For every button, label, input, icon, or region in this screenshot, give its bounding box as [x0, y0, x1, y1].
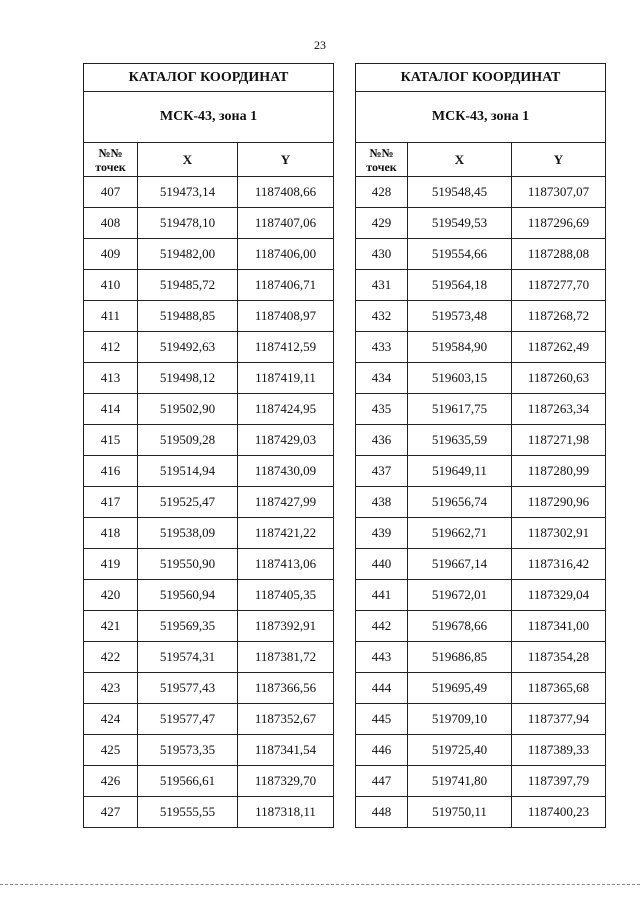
table-row: [84, 363, 334, 394]
table-row: [84, 766, 334, 797]
cell-y-coordinate: 1187406,71: [238, 270, 334, 301]
table-row: [356, 549, 606, 580]
cell-point-number: 434: [356, 363, 408, 394]
cell-y-coordinate: 1187341,54: [238, 735, 334, 766]
cell-point-number: 441: [356, 580, 408, 611]
cell-point-number: 408: [84, 208, 138, 239]
cell-x-coordinate: 519584,90: [408, 332, 512, 363]
cell-point-number: 447: [356, 766, 408, 797]
cell-x-coordinate: 519514,94: [138, 456, 238, 487]
cell-point-number: 410: [84, 270, 138, 301]
cell-point-number: 442: [356, 611, 408, 642]
cell-point-number: 423: [84, 673, 138, 704]
cell-y-coordinate: 1187277,70: [512, 270, 606, 301]
col-header-points: точек: [366, 159, 397, 174]
cell-point-number: 421: [84, 611, 138, 642]
cell-point-number: 445: [356, 704, 408, 735]
cell-point-number: 414: [84, 394, 138, 425]
cell-point-number: 446: [356, 735, 408, 766]
col-header-x: X: [408, 143, 512, 177]
cell-point-number: 418: [84, 518, 138, 549]
catalog-title: КАТАЛОГ КООРДИНАТ: [84, 64, 334, 92]
cell-y-coordinate: 1187260,63: [512, 363, 606, 394]
cell-x-coordinate: 519498,12: [138, 363, 238, 394]
coordinate-catalog-right: [355, 63, 606, 828]
table-row: [84, 704, 334, 735]
cell-x-coordinate: 519573,48: [408, 301, 512, 332]
table-row: [356, 580, 606, 611]
cell-y-coordinate: 1187377,94: [512, 704, 606, 735]
cell-y-coordinate: 1187430,09: [238, 456, 334, 487]
table-row: [84, 580, 334, 611]
table-row: [84, 611, 334, 642]
cell-point-number: 425: [84, 735, 138, 766]
cell-y-coordinate: 1187408,97: [238, 301, 334, 332]
page-number: 23: [314, 38, 326, 52]
cell-y-coordinate: 1187271,98: [512, 425, 606, 456]
cell-x-coordinate: 519667,14: [408, 549, 512, 580]
cell-point-number: 433: [356, 332, 408, 363]
cell-y-coordinate: 1187262,49: [512, 332, 606, 363]
cell-y-coordinate: 1187424,95: [238, 394, 334, 425]
cell-x-coordinate: 519662,71: [408, 518, 512, 549]
cell-x-coordinate: 519473,14: [138, 177, 238, 208]
cell-x-coordinate: 519709,10: [408, 704, 512, 735]
col-header-y: Y: [512, 143, 606, 177]
table-row: [84, 177, 334, 208]
table-row: [84, 425, 334, 456]
cell-y-coordinate: 1187406,00: [238, 239, 334, 270]
cell-x-coordinate: 519656,74: [408, 487, 512, 518]
cell-point-number: 439: [356, 518, 408, 549]
cell-y-coordinate: 1187329,70: [238, 766, 334, 797]
table-row: [356, 239, 606, 270]
cell-point-number: 438: [356, 487, 408, 518]
table-row: [356, 704, 606, 735]
col-header-points: точек: [95, 159, 126, 174]
table-row: [356, 394, 606, 425]
cell-y-coordinate: 1187366,56: [238, 673, 334, 704]
cell-point-number: 409: [84, 239, 138, 270]
cell-y-coordinate: 1187412,59: [238, 332, 334, 363]
cell-point-number: 416: [84, 456, 138, 487]
cell-x-coordinate: 519478,10: [138, 208, 238, 239]
cell-point-number: 422: [84, 642, 138, 673]
cell-point-number: 417: [84, 487, 138, 518]
cell-point-number: 412: [84, 332, 138, 363]
cell-x-coordinate: 519538,09: [138, 518, 238, 549]
cell-y-coordinate: 1187400,23: [512, 797, 606, 828]
cell-y-coordinate: 1187296,69: [512, 208, 606, 239]
coordinate-catalog-left: [83, 63, 334, 828]
table-row: [356, 456, 606, 487]
cell-y-coordinate: 1187405,35: [238, 580, 334, 611]
cell-y-coordinate: 1187290,96: [512, 487, 606, 518]
cell-x-coordinate: 519635,59: [408, 425, 512, 456]
cell-point-number: 426: [84, 766, 138, 797]
cell-x-coordinate: 519603,15: [408, 363, 512, 394]
table-row: [84, 642, 334, 673]
cell-point-number: 424: [84, 704, 138, 735]
cell-y-coordinate: 1187352,67: [238, 704, 334, 735]
cell-y-coordinate: 1187365,68: [512, 673, 606, 704]
cell-x-coordinate: 519573,35: [138, 735, 238, 766]
cell-point-number: 437: [356, 456, 408, 487]
cell-point-number: 420: [84, 580, 138, 611]
cell-x-coordinate: 519686,85: [408, 642, 512, 673]
cell-x-coordinate: 519560,94: [138, 580, 238, 611]
cell-y-coordinate: 1187263,34: [512, 394, 606, 425]
table-row: [356, 673, 606, 704]
table-row: [356, 642, 606, 673]
table-row: [356, 735, 606, 766]
cell-point-number: 419: [84, 549, 138, 580]
col-header-point-number: [84, 143, 138, 177]
cell-point-number: 429: [356, 208, 408, 239]
cell-x-coordinate: 519492,63: [138, 332, 238, 363]
col-header-num-sign: №№: [98, 145, 123, 160]
coordinate-system: МСК-43, зона 1: [84, 92, 334, 143]
cell-x-coordinate: 519555,55: [138, 797, 238, 828]
cell-y-coordinate: 1187354,28: [512, 642, 606, 673]
cell-point-number: 411: [84, 301, 138, 332]
cell-y-coordinate: 1187307,07: [512, 177, 606, 208]
cell-x-coordinate: 519488,85: [138, 301, 238, 332]
cell-y-coordinate: 1187280,99: [512, 456, 606, 487]
cell-x-coordinate: 519502,90: [138, 394, 238, 425]
cell-point-number: 432: [356, 301, 408, 332]
cell-point-number: 415: [84, 425, 138, 456]
cell-point-number: 427: [84, 797, 138, 828]
cell-x-coordinate: 519509,28: [138, 425, 238, 456]
table-row: [84, 394, 334, 425]
cell-y-coordinate: 1187421,22: [238, 518, 334, 549]
table-row: [356, 518, 606, 549]
cell-y-coordinate: 1187341,00: [512, 611, 606, 642]
table-row: [84, 456, 334, 487]
cell-point-number: 407: [84, 177, 138, 208]
catalog-title: КАТАЛОГ КООРДИНАТ: [356, 64, 606, 92]
table-row: [84, 301, 334, 332]
col-header-num-sign: №№: [369, 145, 394, 160]
col-header-y: Y: [238, 143, 334, 177]
cell-point-number: 435: [356, 394, 408, 425]
cell-y-coordinate: 1187389,33: [512, 735, 606, 766]
cell-y-coordinate: 1187288,08: [512, 239, 606, 270]
cell-y-coordinate: 1187413,06: [238, 549, 334, 580]
table-row: [356, 208, 606, 239]
cell-x-coordinate: 519577,43: [138, 673, 238, 704]
cell-y-coordinate: 1187429,03: [238, 425, 334, 456]
table-row: [356, 177, 606, 208]
cell-point-number: 448: [356, 797, 408, 828]
cell-y-coordinate: 1187427,99: [238, 487, 334, 518]
table-row: [356, 487, 606, 518]
col-header-x: X: [138, 143, 238, 177]
cell-y-coordinate: 1187318,11: [238, 797, 334, 828]
cell-y-coordinate: 1187268,72: [512, 301, 606, 332]
cell-x-coordinate: 519574,31: [138, 642, 238, 673]
table-row: [84, 797, 334, 828]
table-row: [84, 518, 334, 549]
cell-point-number: 443: [356, 642, 408, 673]
cell-x-coordinate: 519482,00: [138, 239, 238, 270]
cell-point-number: 440: [356, 549, 408, 580]
table-row: [356, 766, 606, 797]
cell-point-number: 436: [356, 425, 408, 456]
table-row: [84, 673, 334, 704]
cell-x-coordinate: 519577,47: [138, 704, 238, 735]
cell-y-coordinate: 1187316,42: [512, 549, 606, 580]
table-row: [356, 363, 606, 394]
cell-x-coordinate: 519649,11: [408, 456, 512, 487]
table-row: [356, 301, 606, 332]
table-row: [356, 270, 606, 301]
table-row: [356, 611, 606, 642]
cell-point-number: 430: [356, 239, 408, 270]
table-row: [356, 425, 606, 456]
table-row: [84, 735, 334, 766]
cell-x-coordinate: 519485,72: [138, 270, 238, 301]
table-row: [84, 270, 334, 301]
table-row: [356, 797, 606, 828]
cell-x-coordinate: 519569,35: [138, 611, 238, 642]
cell-y-coordinate: 1187419,11: [238, 363, 334, 394]
cell-point-number: 428: [356, 177, 408, 208]
table-row: [356, 332, 606, 363]
cell-x-coordinate: 519554,66: [408, 239, 512, 270]
cell-x-coordinate: 519549,53: [408, 208, 512, 239]
coordinate-system: МСК-43, зона 1: [356, 92, 606, 143]
table-row: [84, 332, 334, 363]
cell-x-coordinate: 519741,80: [408, 766, 512, 797]
table-row: [84, 549, 334, 580]
cell-y-coordinate: 1187407,06: [238, 208, 334, 239]
cell-x-coordinate: 519564,18: [408, 270, 512, 301]
table-row: [84, 208, 334, 239]
cell-y-coordinate: 1187329,04: [512, 580, 606, 611]
cell-x-coordinate: 519725,40: [408, 735, 512, 766]
cell-x-coordinate: 519695,49: [408, 673, 512, 704]
cell-x-coordinate: 519566,61: [138, 766, 238, 797]
cell-point-number: 444: [356, 673, 408, 704]
cell-x-coordinate: 519550,90: [138, 549, 238, 580]
cell-x-coordinate: 519525,47: [138, 487, 238, 518]
cell-y-coordinate: 1187408,66: [238, 177, 334, 208]
cell-y-coordinate: 1187302,91: [512, 518, 606, 549]
cell-y-coordinate: 1187381,72: [238, 642, 334, 673]
cell-y-coordinate: 1187397,79: [512, 766, 606, 797]
cell-x-coordinate: 519548,45: [408, 177, 512, 208]
footer-divider: [0, 884, 640, 885]
table-row: [84, 239, 334, 270]
cell-x-coordinate: 519678,66: [408, 611, 512, 642]
cell-x-coordinate: 519617,75: [408, 394, 512, 425]
cell-x-coordinate: 519750,11: [408, 797, 512, 828]
table-row: [84, 487, 334, 518]
cell-point-number: 413: [84, 363, 138, 394]
cell-x-coordinate: 519672,01: [408, 580, 512, 611]
cell-y-coordinate: 1187392,91: [238, 611, 334, 642]
col-header-point-number: [356, 143, 408, 177]
cell-point-number: 431: [356, 270, 408, 301]
